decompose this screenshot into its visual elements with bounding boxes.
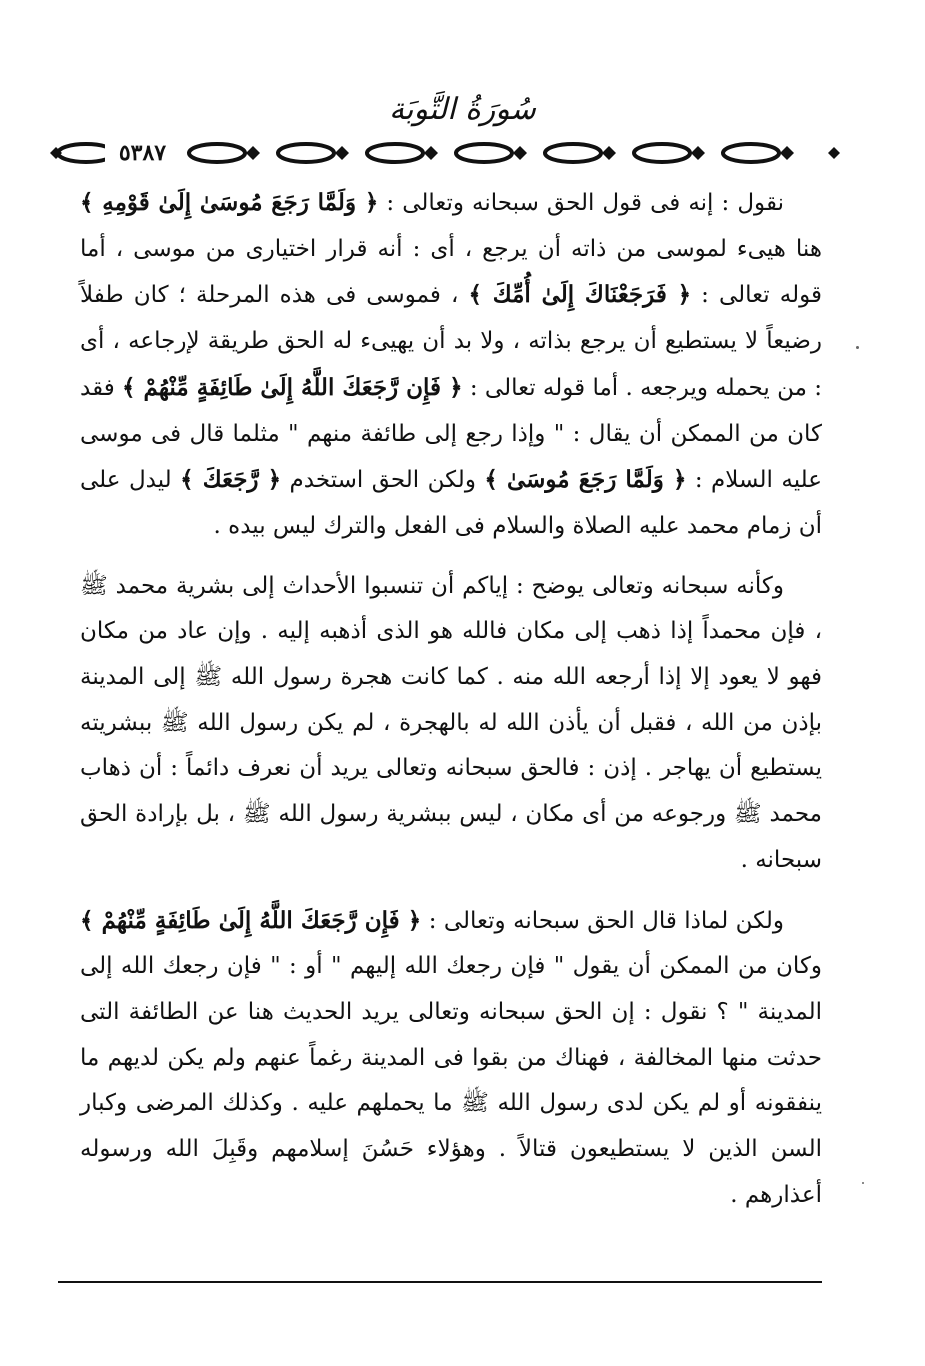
paragraph-text: ، فموسى فى هذه المرحلة ؛ كان طفلاً رضيعاً لا يستطيع أن يرجع بذاته ، ولا بد أن يهيىء له الحق طريقة لإرجاعه ، أى : من يحمله ويرجعه . أما قوله تعالى :: [80, 282, 822, 401]
ornament-oval: [545, 144, 601, 162]
page-body-text: [80, 180, 822, 1218]
paragraph-text: ولكن لماذا قال الحق سبحانه وتعالى :: [421, 907, 784, 934]
quran-verse-quote: ﴿ رَّجَعَكَ ﴾: [180, 466, 282, 494]
surah-title: سُورَةُ التَّوبَة: [389, 92, 536, 127]
paragraph-text: ولكن الحق استخدم: [281, 467, 485, 494]
quran-verse-quote: ﴿ وَلَمَّا رَجَعَ مُوسَىٰ إِلَىٰ قَوْمِهِ ﴾: [80, 189, 379, 216]
footer-rule: [58, 1281, 822, 1283]
ornament-diamond: [780, 146, 794, 160]
ornament-diamond: [424, 146, 438, 160]
quran-verse-quote: ﴿ فَرَجَعْنَاكَ إِلَىٰ أُمِّكَ ﴾: [468, 281, 692, 309]
paragraph: [80, 898, 822, 1219]
scan-speck: [856, 346, 859, 349]
ornament-oval: [278, 144, 334, 162]
ornament-diamond: [335, 146, 349, 160]
ornament-oval: [367, 144, 423, 162]
paragraph-text: وكان من الممكن أن يقول " فإن رجعك الله إليهم " أو : " فإن رجعك الله إلى المدينة " ؟ نقول : إن الحق سبحانه وتعالى يريد الحديث هنا عن الطائفة التى حدثت منها المخالفة ، فهناك من بقوا فى المدينة رغماً عنهم ولم يكن لديهم ما ينفقونه أو لم يكن لدى رسول الله ﷺ ما يحملهم عليه . وكذلك المرضى وكبار السن الذين لا يستطيعون قتالاً . وهؤلاء حَسُنَ إسلامهم وقَبِلَ الله ورسوله أعذارهم .: [80, 953, 822, 1208]
paragraph-text: نقول : إنه فى قول الحق سبحانه وتعالى :: [378, 190, 784, 216]
ornament-diamond: [828, 147, 840, 159]
quran-verse-quote: ﴿ وَلَمَّا رَجَعَ مُوسَىٰ ﴾: [484, 466, 687, 494]
ornament-diamond: [513, 146, 527, 160]
paragraph-text: هنا هيىء لموسى من ذاته أن يرجع ، أى : أنه قرار اختيارى من موسى ، أما قوله تعالى :: [80, 235, 822, 309]
paragraph: [80, 564, 822, 884]
paragraph-text: ليدل على أن زمام محمد عليه الصلاة والسلام فى الفعل والترك ليس بيده .: [80, 467, 822, 539]
paragraph-text: وكأنه سبحانه وتعالى يوضح : إياكم أن تنسبوا الأحداث إلى بشرية محمد ﷺ ، فإن محمداً إذا ذهب إلى مكان فالله هو الذى أذهبه إليه . وإن عاد من مكان فهو لا يعود إلا إذا أرجعه الله منه . كما كانت هجرة رسول الله ﷺ إلى المدينة بإذن من الله ، فقبل أن يأذن الله له بالهجرة ، لم يكن رسول الله ﷺ ببشريته يستطيع أن يهاجر . إذن : فالحق سبحانه وتعالى يريد أن نعرف دائماً : أن ذهاب محمد ﷺ ورجوعه من أى مكان ، ليس ببشرية رسول الله ﷺ ، بل بإرادة الحق سبحانه .: [80, 572, 822, 873]
ornament-diamond: [691, 146, 705, 160]
quran-verse-quote: ﴿ فَإِن رَّجَعَكَ اللَّهُ إِلَىٰ طَائِفَةٍ مِّنْهُمْ ﴾: [80, 906, 422, 934]
ornament-oval: [634, 144, 690, 162]
ornament-oval: [723, 144, 779, 162]
ornament-diamond: [246, 146, 260, 160]
quran-verse-quote: ﴿ فَإِن رَّجَعَكَ اللَّهُ إِلَىٰ طَائِفَةٍ مِّنْهُمْ ﴾: [122, 373, 463, 401]
page-number: ٥٣٨٧: [105, 140, 180, 166]
ornament-oval: [189, 144, 245, 162]
ornament-oval: [456, 144, 512, 162]
paragraph-text: فقد كان من الممكن أن يقال : " وإذا رجع إلى طائفة منهم " مثلما قال فى موسى عليه السلام :: [80, 374, 822, 494]
scan-speck: [862, 1182, 864, 1184]
ornament-diamond: [602, 146, 616, 160]
paragraph: [80, 180, 822, 550]
